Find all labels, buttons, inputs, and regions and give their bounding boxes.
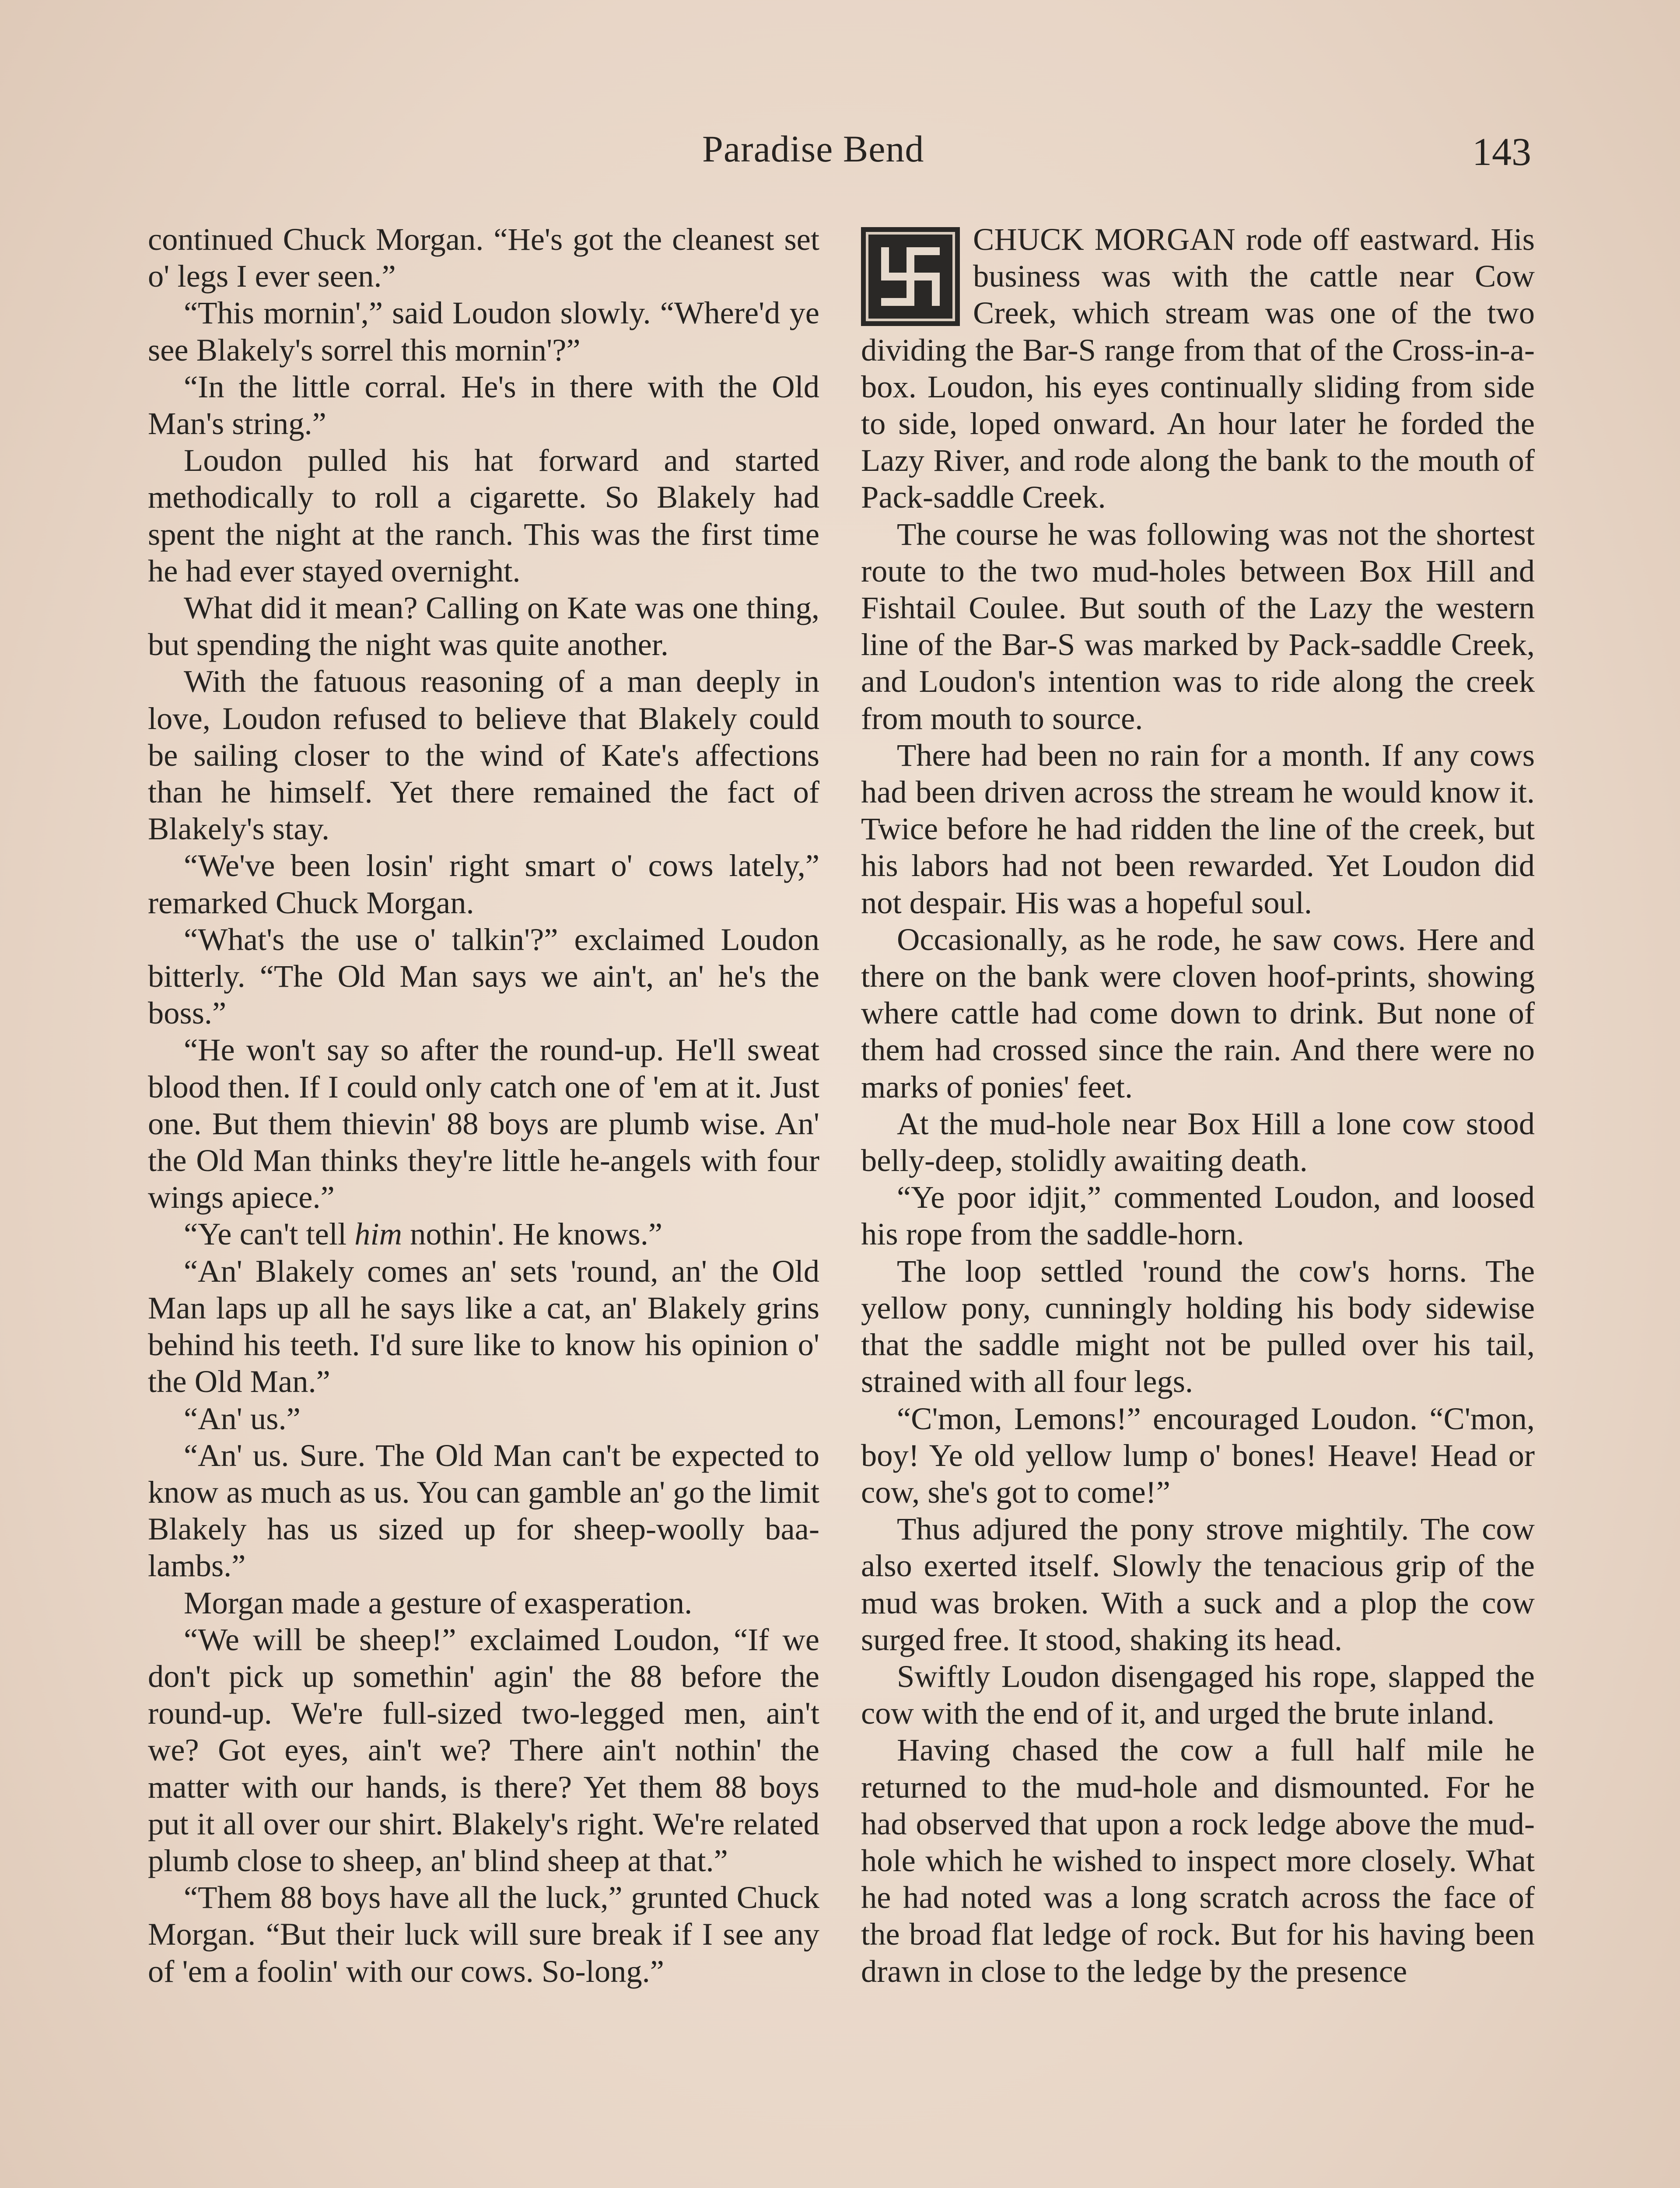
paragraph: “He won't say so after the round-up. He'll sweat blood then. If I could only catch one of 'em at it. Just one. But them thievin' 88 boys are plumb wise. An' the Old Man thinks they're little he-angels with four wings apiece.” xyxy=(148,1032,819,1215)
paragraph: “Them 88 boys have all the luck,” grunted Chuck Morgan. “But their luck will sure break if I see any of 'em a foolin' with our cows. So-long.” xyxy=(148,1879,819,1989)
ornamental-initial-icon xyxy=(861,227,960,326)
paragraph: Swiftly Loudon disengaged his rope, slapped the cow with the end of it, and urged the brute inland. xyxy=(861,1658,1535,1731)
paragraph xyxy=(148,1216,819,1252)
page-header xyxy=(0,127,1680,193)
paragraph: Loudon pulled his hat forward and started methodically to roll a cigarette. So Blakely had spent the night at the ranch. This was the first time he had ever stayed overnight. xyxy=(148,442,819,589)
quote-text: nothin'. He knows.” xyxy=(402,1216,663,1252)
paragraph: Morgan made a gesture of exasperation. xyxy=(184,1585,693,1620)
right-column xyxy=(861,221,1535,1990)
paragraph: Occasionally, as he rode, he saw cows. Here and there on the bank were cloven hoof-prints, showing where cattle had come down to drink. But none of them had crossed since the rain. And there were no marks of ponies' feet. xyxy=(861,921,1535,1105)
paragraph: “An' us.” xyxy=(184,1400,301,1436)
paragraph: The course he was following was not the shortest route to the two mud-holes between Box Hill and Fishtail Coulee. But south of the Lazy the western line of the Bar-S was marked by Pack-saddle Creek, and Loudon's intention was to ride along the creek from mouth to source. xyxy=(861,516,1535,736)
paragraph: CHUCK MORGAN rode off eastward. His business was with the cattle near Cow Creek, which stream was one of the two dividing the Bar-S range from that of the Cross-in-a-box. Loudon, his eyes continually sliding from side to side, loped onward. An hour later he forded the Lazy River, and rode along the bank to the mouth of Pack-saddle Creek. xyxy=(861,221,1535,515)
paragraph: “We will be sheep!” exclaimed Loudon, “If we don't pick up somethin' agin' the 88 before the round-up. We're full-sized two-legged men, ain't we? Got eyes, ain't we? There ain't nothin' the matter with our hands, is there? Yet them 88 boys put it all over our shirt. Blakely's right. We're related plumb close to sheep, an' blind sheep at that.” xyxy=(148,1621,819,1878)
paragraph: Having chased the cow a full half mile he returned to the mud-hole and dismounted. For he had observed that upon a rock ledge above the mud-hole which he wished to inspect more closely. What he had noted was a long scratch across the face of the broad flat ledge of rock. But for his having been drawn in close to the ledge by the presence xyxy=(861,1732,1535,1989)
paragraph: “We've been losin' right smart o' cows lately,” remarked Chuck Morgan. xyxy=(148,848,819,920)
paragraph: What did it mean? Calling on Kate was one thing, but spending the night was quite another. xyxy=(148,590,819,663)
paragraph: “What's the use o' talkin'?” exclaimed Loudon bitterly. “The Old Man says we ain't, an' he's the boss.” xyxy=(148,921,819,1031)
paragraph: “This mornin',” said Loudon slowly. “Where'd ye see Blakely's sorrel this mornin'?” xyxy=(148,295,819,368)
quote-text: “Ye can't tell xyxy=(184,1216,355,1252)
paragraph: “Ye poor idjit,” commented Loudon, and loosed his rope from the saddle-horn. xyxy=(861,1179,1535,1252)
running-title: Paradise Bend xyxy=(702,128,924,170)
left-column xyxy=(148,221,819,1990)
paragraph: At the mud-hole near Box Hill a lone cow stood belly-deep, stolidly awaiting death. xyxy=(861,1105,1535,1178)
paragraph: “C'mon, Lemons!” encouraged Loudon. “C'mon, boy! Ye old yellow lump o' bones! Heave! Head or cow, she's got to come!” xyxy=(861,1400,1535,1510)
paragraph: “An' us. Sure. The Old Man can't be expected to know as much as us. You can gamble an' go the limit Blakely has us sized up for sheep-woolly baa-lambs.” xyxy=(148,1437,819,1584)
emphasis-text: him xyxy=(354,1216,402,1252)
paragraph: “An' Blakely comes an' sets 'round, an' the Old Man laps up all he says like a cat, an' Blakely grins behind his teeth. I'd sure like to know his opinion o' the Old Man.” xyxy=(148,1253,819,1399)
paragraph: There had been no rain for a month. If any cows had been driven across the stream he would know it. Twice before he had ridden the line of the creek, but his labors had not been rewarded. Yet Loudon did not despair. His was a hopeful soul. xyxy=(861,737,1535,920)
paragraph: “In the little corral. He's in there with the Old Man's string.” xyxy=(148,368,819,442)
paragraph: continued Chuck Morgan. “He's got the cleanest set o' legs I ever seen.” xyxy=(148,221,819,294)
paragraph: With the fatuous reasoning of a man deeply in love, Loudon refused to believe that Blakely could be sailing closer to the wind of Kate's affections than he himself. Yet there remained the fact of Blakely's stay. xyxy=(148,663,819,847)
paragraph: Thus adjured the pony strove mightily. The cow also exerted itself. Slowly the tenacious grip of the mud was broken. With a suck and a plop the cow surged free. It stood, shaking its head. xyxy=(861,1511,1535,1657)
page-number: 143 xyxy=(1472,130,1531,174)
paragraph: The loop settled 'round the cow's horns. The yellow pony, cunningly holding his body sidewise that the saddle might not be pulled over his tail, strained with all four legs. xyxy=(861,1253,1535,1399)
